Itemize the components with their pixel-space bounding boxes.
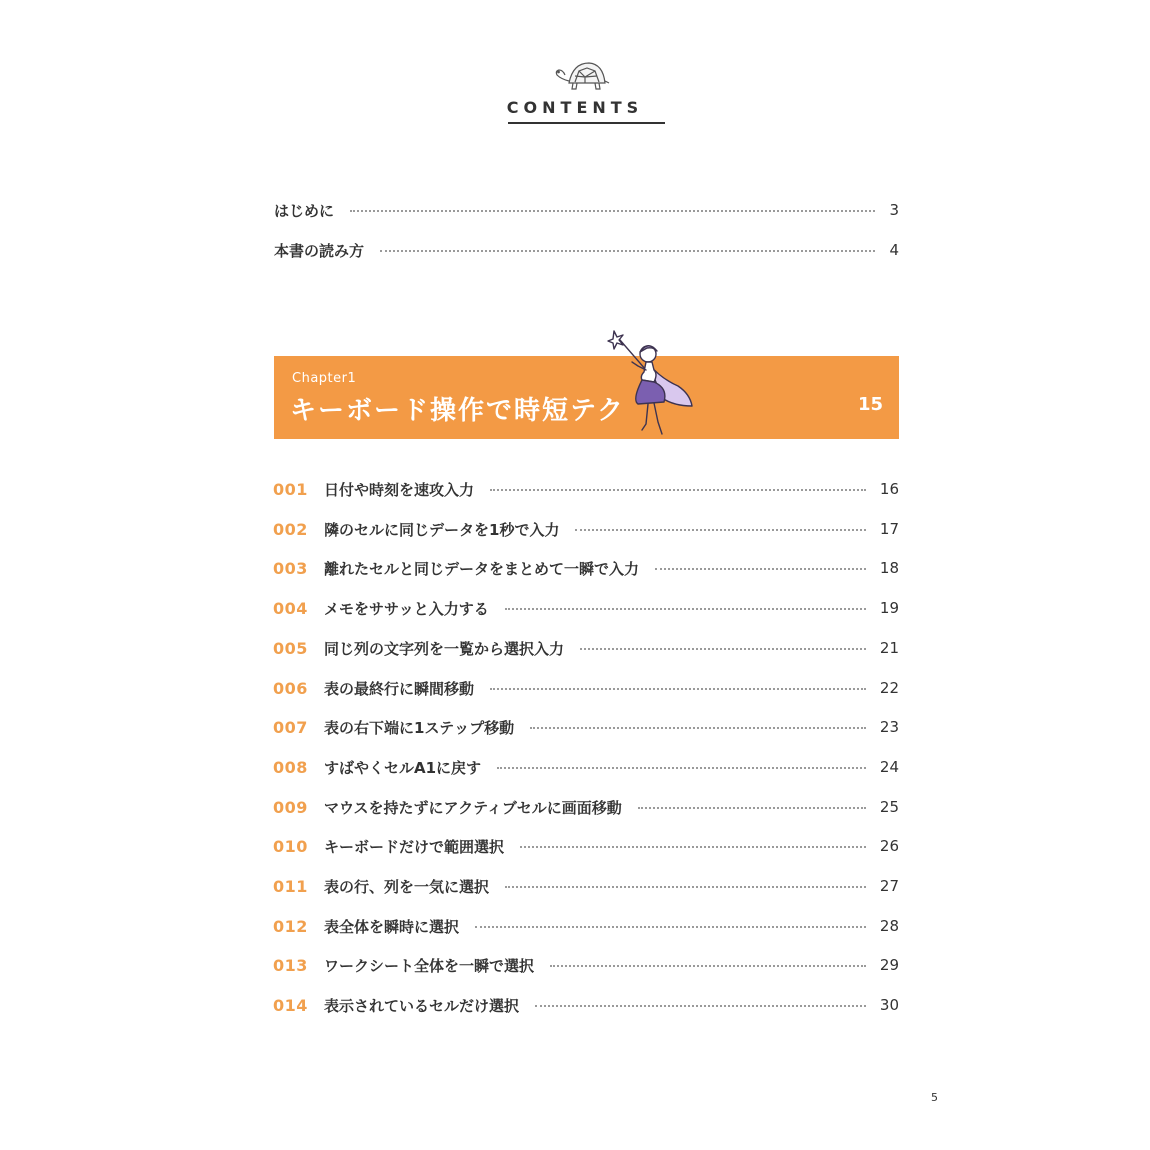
leader-dots xyxy=(655,568,866,570)
item-number: 013 xyxy=(273,955,308,975)
item-page: 22 xyxy=(879,679,899,697)
item-number: 002 xyxy=(273,519,308,539)
toc-entry-page: 4 xyxy=(889,241,899,259)
item-number: 011 xyxy=(273,876,308,896)
toc-item[interactable] xyxy=(273,557,899,579)
toc-item[interactable] xyxy=(273,796,899,818)
chapter-title: キーボード操作で時短テク xyxy=(290,396,625,426)
item-title: 表示されているセルだけ選択 xyxy=(324,996,520,1015)
leader-dots xyxy=(535,1005,866,1007)
toc-entry-title: はじめに xyxy=(274,201,335,220)
toc-item[interactable] xyxy=(273,994,899,1016)
item-page: 24 xyxy=(879,758,899,776)
item-number: 009 xyxy=(273,797,308,817)
toc-item[interactable] xyxy=(273,835,899,857)
chapter-label: Chapter1 xyxy=(292,371,357,386)
item-page: 19 xyxy=(879,599,899,617)
toc-entry[interactable] xyxy=(274,199,899,221)
item-title: 同じ列の文字列を一覧から選択入力 xyxy=(324,639,565,658)
toc-item[interactable] xyxy=(273,875,899,897)
fairy-with-wand-icon xyxy=(602,326,698,438)
leader-dots xyxy=(475,926,866,928)
toc-item[interactable] xyxy=(273,677,899,699)
item-page: 25 xyxy=(879,798,899,816)
item-title: 表の右下端に1ステップ移動 xyxy=(324,718,515,737)
leader-dots xyxy=(497,767,866,769)
item-title: 表の行、列を一気に選択 xyxy=(324,877,490,896)
leader-dots xyxy=(638,807,866,809)
item-number: 010 xyxy=(273,836,308,856)
toc-entry[interactable] xyxy=(274,239,899,261)
item-page: 23 xyxy=(879,718,899,736)
item-title: 表の最終行に瞬間移動 xyxy=(324,679,475,698)
item-title: 日付や時刻を速攻入力 xyxy=(324,480,475,499)
item-number: 012 xyxy=(273,916,308,936)
leader-dots xyxy=(580,648,866,650)
item-page: 30 xyxy=(879,996,899,1014)
item-page: 29 xyxy=(879,956,899,974)
item-number: 001 xyxy=(273,479,308,499)
item-title: キーボードだけで範囲選択 xyxy=(324,837,505,856)
item-page: 27 xyxy=(879,877,899,895)
item-number: 005 xyxy=(273,638,308,658)
leader-dots xyxy=(575,529,865,531)
leader-dots xyxy=(520,846,866,848)
item-page: 28 xyxy=(879,917,899,935)
item-page: 16 xyxy=(879,480,899,498)
item-number: 007 xyxy=(273,717,308,737)
toc-item[interactable] xyxy=(273,954,899,976)
chapter-banner[interactable] xyxy=(274,356,899,439)
item-number: 003 xyxy=(273,558,308,578)
title-underline xyxy=(508,122,665,124)
item-page: 18 xyxy=(879,559,899,577)
item-title: 表全体を瞬時に選択 xyxy=(324,917,460,936)
leader-dots xyxy=(530,727,866,729)
item-number: 014 xyxy=(273,995,308,1015)
item-page: 17 xyxy=(879,520,899,538)
toc-item[interactable] xyxy=(273,478,899,500)
toc-item[interactable] xyxy=(273,716,899,738)
toc-item[interactable] xyxy=(273,915,899,937)
item-title: マウスを持たずにアクティブセルに画面移動 xyxy=(324,798,622,817)
item-title: すばやくセルA1に戻す xyxy=(324,758,482,777)
chapter-page: 15 xyxy=(857,394,883,415)
page-number: 5 xyxy=(931,1091,938,1104)
toc-item[interactable] xyxy=(273,756,899,778)
leader-dots xyxy=(350,210,875,212)
toc-entry-page: 3 xyxy=(889,201,899,219)
leader-dots xyxy=(490,688,866,690)
item-number: 006 xyxy=(273,678,308,698)
leader-dots xyxy=(550,965,866,967)
item-title: 隣のセルに同じデータを1秒で入力 xyxy=(324,520,560,539)
turtle-logo-icon xyxy=(551,55,611,95)
toc-item[interactable] xyxy=(273,637,899,659)
leader-dots xyxy=(380,250,875,252)
item-page: 26 xyxy=(879,837,899,855)
leader-dots xyxy=(490,489,866,491)
toc-entry-title: 本書の読み方 xyxy=(274,241,365,260)
toc-item[interactable] xyxy=(273,518,899,540)
item-number: 008 xyxy=(273,757,308,777)
item-number: 004 xyxy=(273,598,308,618)
leader-dots xyxy=(505,608,866,610)
page-title: CONTENTS xyxy=(506,98,644,117)
item-title: ワークシート全体を一瞬で選択 xyxy=(324,956,535,975)
item-title: 離れたセルと同じデータをまとめて一瞬で入力 xyxy=(324,559,640,578)
item-page: 21 xyxy=(879,639,899,657)
leader-dots xyxy=(505,886,866,888)
item-title: メモをササッと入力する xyxy=(324,599,489,618)
toc-item[interactable] xyxy=(273,597,899,619)
